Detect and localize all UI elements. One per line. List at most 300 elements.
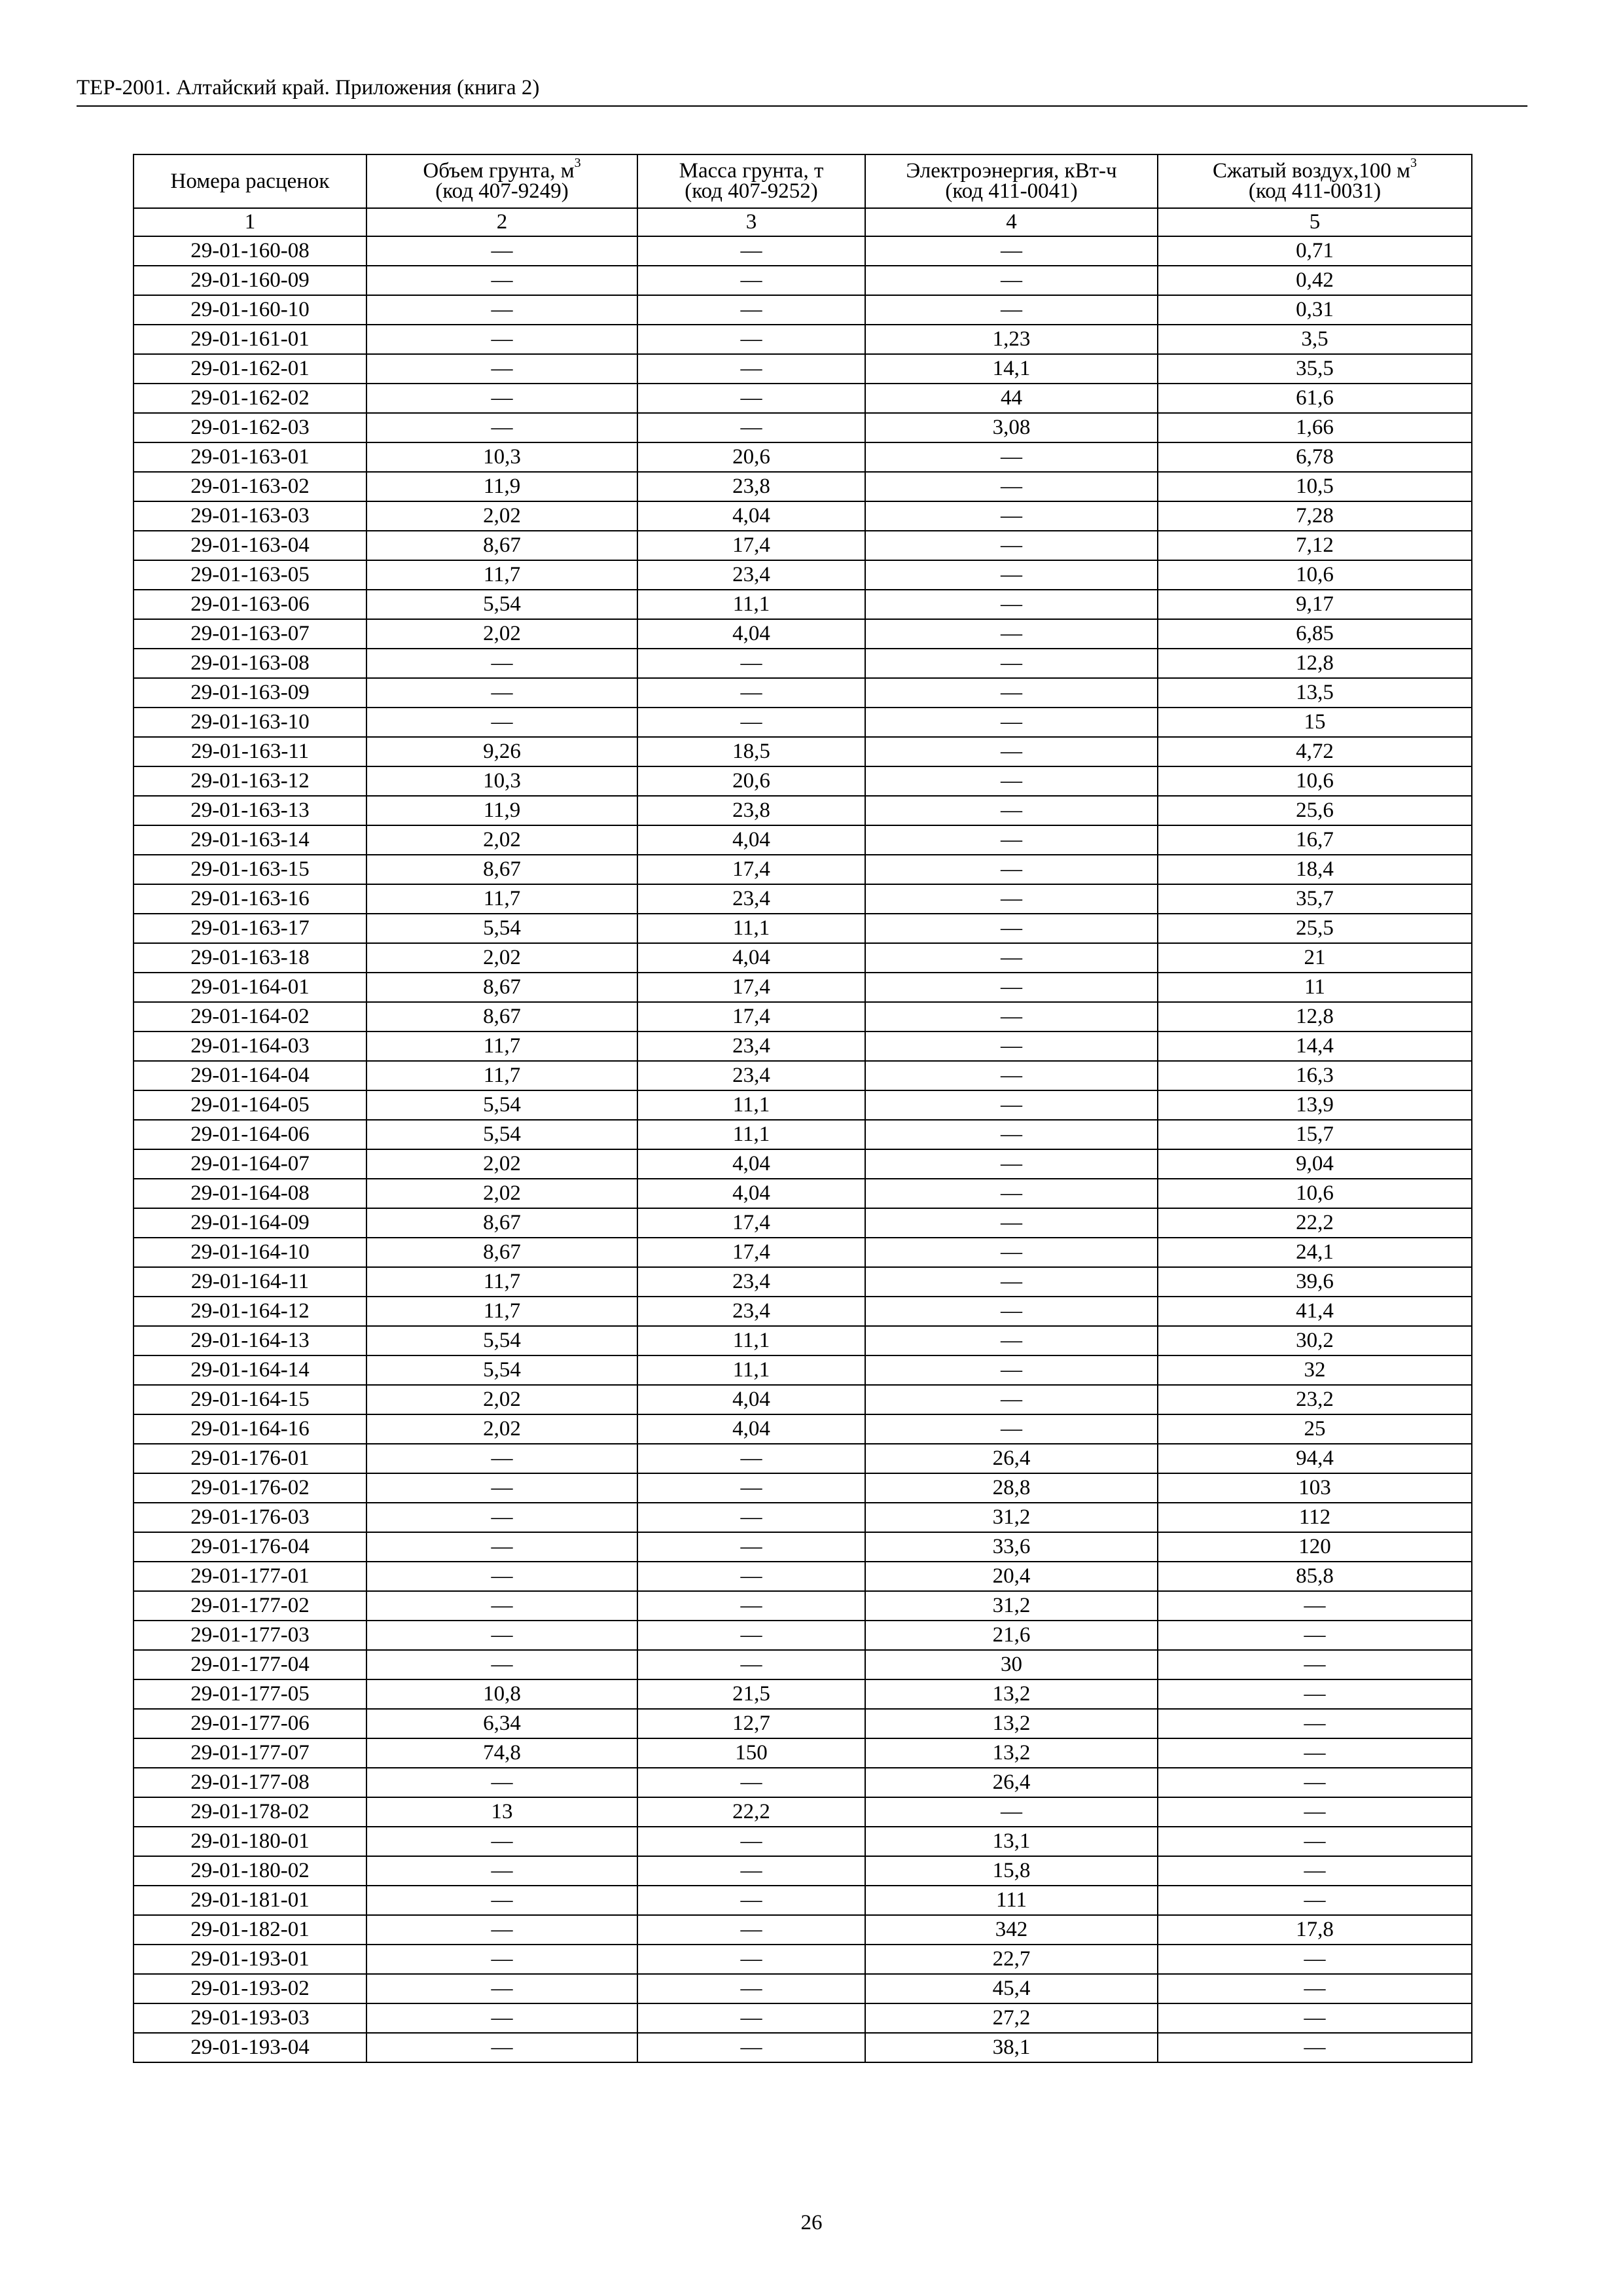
compressed-air-cell: 13,9 <box>1158 1090 1472 1120</box>
header-rule <box>77 105 1527 107</box>
soil-mass-cell: 17,4 <box>637 531 865 560</box>
electricity-cell: — <box>865 1355 1158 1385</box>
electricity-cell: — <box>865 1179 1158 1208</box>
soil-mass-cell: 4,04 <box>637 825 865 855</box>
table-row <box>134 766 1472 796</box>
soil-volume-cell: 10,3 <box>366 442 637 472</box>
soil-mass-cell: 23,4 <box>637 884 865 914</box>
compressed-air-cell: 0,31 <box>1158 295 1472 325</box>
electricity-cell: 27,2 <box>865 2003 1158 2033</box>
column-header-code: (код 407-9249) <box>435 179 569 203</box>
electricity-cell: 22,7 <box>865 1945 1158 1974</box>
table-row <box>134 1267 1472 1297</box>
rate-number-cell: 29-01-176-02 <box>134 1473 366 1503</box>
compressed-air-cell: 32 <box>1158 1355 1472 1385</box>
soil-mass-cell: 11,1 <box>637 914 865 943</box>
soil-volume-cell: — <box>366 678 637 708</box>
rate-number-cell: 29-01-163-10 <box>134 708 366 737</box>
rates-table <box>133 154 1472 2063</box>
soil-mass-cell: 11,1 <box>637 1090 865 1120</box>
soil-volume-cell: 74,8 <box>366 1738 637 1768</box>
soil-volume-cell: 11,9 <box>366 472 637 501</box>
soil-volume-cell: — <box>366 1650 637 1679</box>
compressed-air-cell: 4,72 <box>1158 737 1472 766</box>
rate-number-cell: 29-01-164-14 <box>134 1355 366 1385</box>
compressed-air-cell: 41,4 <box>1158 1297 1472 1326</box>
soil-volume-cell: — <box>366 2033 637 2062</box>
rate-number-cell: 29-01-163-02 <box>134 472 366 501</box>
table-row <box>134 1061 1472 1090</box>
electricity-cell: 45,4 <box>865 1974 1158 2003</box>
rate-number-cell: 29-01-164-03 <box>134 1031 366 1061</box>
compressed-air-cell: 94,4 <box>1158 1444 1472 1473</box>
compressed-air-cell: 0,71 <box>1158 236 1472 266</box>
soil-mass-cell: — <box>637 384 865 413</box>
electricity-cell: 1,23 <box>865 325 1158 354</box>
rate-number-cell: 29-01-180-01 <box>134 1827 366 1856</box>
rate-number-cell: 29-01-164-13 <box>134 1326 366 1355</box>
electricity-cell: 342 <box>865 1915 1158 1945</box>
table-row <box>134 2033 1472 2062</box>
soil-volume-cell: 5,54 <box>366 914 637 943</box>
compressed-air-cell: 35,5 <box>1158 354 1472 384</box>
rate-number-cell: 29-01-163-07 <box>134 619 366 649</box>
rate-number-cell: 29-01-181-01 <box>134 1886 366 1915</box>
rate-number-cell: 29-01-163-14 <box>134 825 366 855</box>
soil-volume-cell: — <box>366 1503 637 1532</box>
compressed-air-cell: 120 <box>1158 1532 1472 1562</box>
soil-mass-cell: 11,1 <box>637 1355 865 1385</box>
compressed-air-cell: 14,4 <box>1158 1031 1472 1061</box>
rate-number-cell: 29-01-163-06 <box>134 590 366 619</box>
table-row <box>134 413 1472 442</box>
electricity-cell: — <box>865 619 1158 649</box>
soil-volume-cell: 10,8 <box>366 1679 637 1709</box>
table-row <box>134 1179 1472 1208</box>
superscript: 3 <box>1410 156 1418 170</box>
table-row <box>134 590 1472 619</box>
soil-volume-cell: 11,7 <box>366 1297 637 1326</box>
electricity-cell: 14,1 <box>865 354 1158 384</box>
soil-mass-cell: — <box>637 1562 865 1591</box>
soil-volume-cell: — <box>366 1945 637 1974</box>
compressed-air-cell: 21 <box>1158 943 1472 973</box>
rate-number-cell: 29-01-163-13 <box>134 796 366 825</box>
soil-mass-cell: — <box>637 236 865 266</box>
table-row <box>134 501 1472 531</box>
table-row <box>134 1532 1472 1562</box>
soil-mass-cell: — <box>637 1886 865 1915</box>
table-row <box>134 295 1472 325</box>
rate-number-cell: 29-01-193-04 <box>134 2033 366 2062</box>
compressed-air-cell: 39,6 <box>1158 1267 1472 1297</box>
soil-mass-cell: — <box>637 1915 865 1945</box>
compressed-air-cell: 3,5 <box>1158 325 1472 354</box>
soil-mass-cell: — <box>637 1444 865 1473</box>
table-row <box>134 1208 1472 1238</box>
soil-volume-cell: — <box>366 295 637 325</box>
table-row <box>134 354 1472 384</box>
table-row <box>134 1562 1472 1591</box>
table-row <box>134 1974 1472 2003</box>
soil-mass-cell: 21,5 <box>637 1679 865 1709</box>
table-row <box>134 619 1472 649</box>
soil-volume-cell: 8,67 <box>366 855 637 884</box>
soil-volume-cell: 8,67 <box>366 1208 637 1238</box>
compressed-air-cell: — <box>1158 1974 1472 2003</box>
compressed-air-cell: 25,6 <box>1158 796 1472 825</box>
compressed-air-cell: 12,8 <box>1158 1002 1472 1031</box>
soil-volume-cell: 5,54 <box>366 1355 637 1385</box>
table-row <box>134 1149 1472 1179</box>
electricity-cell: 33,6 <box>865 1532 1158 1562</box>
table-row <box>134 1679 1472 1709</box>
soil-mass-cell: 17,4 <box>637 855 865 884</box>
soil-mass-cell: 11,1 <box>637 1120 865 1149</box>
soil-mass-cell: — <box>637 1827 865 1856</box>
compressed-air-cell: 6,85 <box>1158 619 1472 649</box>
soil-mass-cell: 23,8 <box>637 796 865 825</box>
compressed-air-cell: — <box>1158 2003 1472 2033</box>
soil-mass-cell: 4,04 <box>637 943 865 973</box>
rate-number-cell: 29-01-160-08 <box>134 236 366 266</box>
column-number: 4 <box>865 208 1158 236</box>
electricity-cell: — <box>865 1414 1158 1444</box>
rate-number-cell: 29-01-162-01 <box>134 354 366 384</box>
electricity-cell: — <box>865 678 1158 708</box>
electricity-cell: — <box>865 737 1158 766</box>
rate-number-cell: 29-01-164-09 <box>134 1208 366 1238</box>
column-header-code: (код 411-0031) <box>1248 179 1382 203</box>
electricity-cell: 30 <box>865 1650 1158 1679</box>
table-row <box>134 472 1472 501</box>
soil-volume-cell: 11,7 <box>366 560 637 590</box>
compressed-air-cell: 10,6 <box>1158 560 1472 590</box>
table-row <box>134 1738 1472 1768</box>
soil-mass-cell: — <box>637 2003 865 2033</box>
soil-volume-cell: 5,54 <box>366 1326 637 1355</box>
soil-volume-cell: 2,02 <box>366 943 637 973</box>
soil-volume-cell: 8,67 <box>366 973 637 1002</box>
compressed-air-cell: — <box>1158 1650 1472 1679</box>
rate-number-cell: 29-01-193-01 <box>134 1945 366 1974</box>
soil-mass-cell: — <box>637 678 865 708</box>
table-row <box>134 1444 1472 1473</box>
electricity-cell: 38,1 <box>865 2033 1158 2062</box>
table-row <box>134 973 1472 1002</box>
rate-number-cell: 29-01-176-01 <box>134 1444 366 1473</box>
electricity-cell: — <box>865 825 1158 855</box>
electricity-cell: — <box>865 295 1158 325</box>
soil-mass-cell: — <box>637 2033 865 2062</box>
soil-mass-cell: — <box>637 1503 865 1532</box>
rate-number-cell: 29-01-164-05 <box>134 1090 366 1120</box>
column-header-code: (код 407-9252) <box>685 179 818 203</box>
compressed-air-cell: 9,04 <box>1158 1149 1472 1179</box>
soil-volume-cell: — <box>366 1768 637 1797</box>
soil-volume-cell: 11,9 <box>366 796 637 825</box>
table-row <box>134 1385 1472 1414</box>
table-row <box>134 1915 1472 1945</box>
electricity-cell: — <box>865 590 1158 619</box>
electricity-cell: 15,8 <box>865 1856 1158 1886</box>
compressed-air-cell: 12,8 <box>1158 649 1472 678</box>
electricity-cell: — <box>865 236 1158 266</box>
electricity-cell: — <box>865 1149 1158 1179</box>
rate-number-cell: 29-01-178-02 <box>134 1797 366 1827</box>
soil-mass-cell: 20,6 <box>637 766 865 796</box>
soil-mass-cell: — <box>637 1532 865 1562</box>
compressed-air-cell: 22,2 <box>1158 1208 1472 1238</box>
table-row <box>134 236 1472 266</box>
soil-mass-cell: — <box>637 1945 865 1974</box>
electricity-cell: — <box>865 560 1158 590</box>
table-row <box>134 442 1472 472</box>
compressed-air-cell: 15,7 <box>1158 1120 1472 1149</box>
soil-volume-cell: 13 <box>366 1797 637 1827</box>
soil-volume-cell: — <box>366 1591 637 1621</box>
table-row <box>134 1945 1472 1974</box>
rate-number-cell: 29-01-161-01 <box>134 325 366 354</box>
column-number: 1 <box>134 208 366 236</box>
table-row <box>134 1591 1472 1621</box>
electricity-cell: — <box>865 943 1158 973</box>
table-row <box>134 708 1472 737</box>
soil-volume-cell: — <box>366 1915 637 1945</box>
column-header-code: (код 411-0041) <box>945 179 1078 203</box>
electricity-cell: 21,6 <box>865 1621 1158 1650</box>
electricity-cell: 31,2 <box>865 1591 1158 1621</box>
rates-table-container <box>133 154 1471 2063</box>
electricity-cell: — <box>865 1090 1158 1120</box>
compressed-air-cell: 7,12 <box>1158 531 1472 560</box>
rate-number-cell: 29-01-177-06 <box>134 1709 366 1738</box>
rate-number-cell: 29-01-177-07 <box>134 1738 366 1768</box>
electricity-cell: — <box>865 884 1158 914</box>
rate-number-cell: 29-01-164-10 <box>134 1238 366 1267</box>
rate-number-cell: 29-01-164-08 <box>134 1179 366 1208</box>
compressed-air-cell: — <box>1158 1768 1472 1797</box>
column-header-text: Сжатый воздух,100 м <box>1212 159 1411 183</box>
soil-mass-cell: — <box>637 1768 865 1797</box>
soil-volume-cell: 8,67 <box>366 1238 637 1267</box>
soil-volume-cell: — <box>366 708 637 737</box>
rate-number-cell: 29-01-182-01 <box>134 1915 366 1945</box>
compressed-air-cell: 1,66 <box>1158 413 1472 442</box>
electricity-cell: — <box>865 266 1158 295</box>
compressed-air-cell: — <box>1158 2033 1472 2062</box>
electricity-cell: 28,8 <box>865 1473 1158 1503</box>
rate-number-cell: 29-01-163-17 <box>134 914 366 943</box>
electricity-cell: — <box>865 973 1158 1002</box>
soil-volume-cell: — <box>366 1532 637 1562</box>
soil-volume-cell: 5,54 <box>366 1090 637 1120</box>
rate-number-cell: 29-01-163-01 <box>134 442 366 472</box>
table-row <box>134 649 1472 678</box>
soil-mass-cell: 4,04 <box>637 1149 865 1179</box>
soil-volume-cell: — <box>366 1444 637 1473</box>
electricity-cell: — <box>865 1002 1158 1031</box>
table-row <box>134 1002 1472 1031</box>
table-row <box>134 1709 1472 1738</box>
electricity-cell: — <box>865 766 1158 796</box>
soil-volume-cell: 8,67 <box>366 531 637 560</box>
rate-number-cell: 29-01-177-08 <box>134 1768 366 1797</box>
soil-volume-cell: 11,7 <box>366 1031 637 1061</box>
rate-number-cell: 29-01-162-02 <box>134 384 366 413</box>
table-row <box>134 1297 1472 1326</box>
table-row <box>134 384 1472 413</box>
soil-volume-cell: — <box>366 1856 637 1886</box>
table-row <box>134 1797 1472 1827</box>
electricity-cell: — <box>865 1208 1158 1238</box>
soil-mass-cell: 20,6 <box>637 442 865 472</box>
soil-mass-cell: 23,4 <box>637 1031 865 1061</box>
soil-volume-cell: — <box>366 384 637 413</box>
compressed-air-cell: 7,28 <box>1158 501 1472 531</box>
rate-number-cell: 29-01-180-02 <box>134 1856 366 1886</box>
column-header-row <box>134 154 1472 208</box>
soil-volume-cell: 5,54 <box>366 1120 637 1149</box>
soil-mass-cell: 17,4 <box>637 973 865 1002</box>
compressed-air-cell: 16,7 <box>1158 825 1472 855</box>
table-row <box>134 1886 1472 1915</box>
electricity-cell: — <box>865 1326 1158 1355</box>
soil-mass-cell: 4,04 <box>637 619 865 649</box>
compressed-air-cell: 0,42 <box>1158 266 1472 295</box>
soil-mass-cell: 23,4 <box>637 1297 865 1326</box>
column-header-text: Масса грунта, т <box>679 159 824 183</box>
soil-mass-cell: 18,5 <box>637 737 865 766</box>
table-row <box>134 1827 1472 1856</box>
soil-volume-cell: 2,02 <box>366 1179 637 1208</box>
table-row <box>134 678 1472 708</box>
compressed-air-cell: 85,8 <box>1158 1562 1472 1591</box>
soil-mass-cell: — <box>637 1473 865 1503</box>
column-number: 3 <box>637 208 865 236</box>
compressed-air-cell: — <box>1158 1827 1472 1856</box>
rate-number-cell: 29-01-163-05 <box>134 560 366 590</box>
compressed-air-cell: 11 <box>1158 973 1472 1002</box>
rate-number-cell: 29-01-177-02 <box>134 1591 366 1621</box>
soil-mass-cell: 12,7 <box>637 1709 865 1738</box>
rate-number-cell: 29-01-163-09 <box>134 678 366 708</box>
column-header-rate-number <box>134 154 366 208</box>
rate-number-cell: 29-01-176-04 <box>134 1532 366 1562</box>
soil-mass-cell: — <box>637 1856 865 1886</box>
soil-volume-cell: — <box>366 325 637 354</box>
electricity-cell: 44 <box>865 384 1158 413</box>
rate-number-cell: 29-01-164-02 <box>134 1002 366 1031</box>
rate-number-cell: 29-01-160-09 <box>134 266 366 295</box>
rate-number-cell: 29-01-163-16 <box>134 884 366 914</box>
table-row <box>134 1503 1472 1532</box>
soil-mass-cell: 23,4 <box>637 1061 865 1090</box>
electricity-cell: 13,2 <box>865 1679 1158 1709</box>
table-row <box>134 737 1472 766</box>
compressed-air-cell: 9,17 <box>1158 590 1472 619</box>
rate-number-cell: 29-01-177-05 <box>134 1679 366 1709</box>
soil-volume-cell: — <box>366 354 637 384</box>
electricity-cell: — <box>865 1031 1158 1061</box>
compressed-air-cell: 112 <box>1158 1503 1472 1532</box>
soil-mass-cell: 23,8 <box>637 472 865 501</box>
table-row <box>134 1768 1472 1797</box>
soil-volume-cell: — <box>366 413 637 442</box>
compressed-air-cell: 10,6 <box>1158 1179 1472 1208</box>
rate-number-cell: 29-01-177-04 <box>134 1650 366 1679</box>
compressed-air-cell: 15 <box>1158 708 1472 737</box>
soil-mass-cell: — <box>637 325 865 354</box>
compressed-air-cell: — <box>1158 1679 1472 1709</box>
electricity-cell: — <box>865 1797 1158 1827</box>
table-row <box>134 1238 1472 1267</box>
electricity-cell: 26,4 <box>865 1444 1158 1473</box>
soil-volume-cell: — <box>366 266 637 295</box>
electricity-cell: 26,4 <box>865 1768 1158 1797</box>
soil-volume-cell: — <box>366 1562 637 1591</box>
table-row <box>134 825 1472 855</box>
compressed-air-cell: — <box>1158 1591 1472 1621</box>
soil-volume-cell: 10,3 <box>366 766 637 796</box>
electricity-cell: 13,2 <box>865 1709 1158 1738</box>
table-row <box>134 943 1472 973</box>
column-header-electricity <box>865 154 1158 208</box>
column-header-soil-mass <box>637 154 865 208</box>
soil-volume-cell: 11,7 <box>366 1061 637 1090</box>
compressed-air-cell: 35,7 <box>1158 884 1472 914</box>
electricity-cell: — <box>865 1061 1158 1090</box>
compressed-air-cell: 13,5 <box>1158 678 1472 708</box>
rate-number-cell: 29-01-162-03 <box>134 413 366 442</box>
table-row <box>134 1473 1472 1503</box>
soil-mass-cell: — <box>637 1974 865 2003</box>
table-row <box>134 1414 1472 1444</box>
compressed-air-cell: — <box>1158 1856 1472 1886</box>
electricity-cell: — <box>865 1238 1158 1267</box>
compressed-air-cell: — <box>1158 1797 1472 1827</box>
table-row <box>134 1621 1472 1650</box>
rate-number-cell: 29-01-193-02 <box>134 1974 366 2003</box>
soil-volume-cell: — <box>366 1827 637 1856</box>
soil-mass-cell: 23,4 <box>637 1267 865 1297</box>
column-header-text: Электроэнергия, кВт-ч <box>906 159 1117 183</box>
soil-mass-cell: — <box>637 413 865 442</box>
soil-volume-cell: — <box>366 236 637 266</box>
rate-number-cell: 29-01-164-07 <box>134 1149 366 1179</box>
soil-volume-cell: 2,02 <box>366 1149 637 1179</box>
electricity-cell: — <box>865 708 1158 737</box>
table-row <box>134 1031 1472 1061</box>
compressed-air-cell: 10,6 <box>1158 766 1472 796</box>
soil-mass-cell: 4,04 <box>637 501 865 531</box>
rate-number-cell: 29-01-193-03 <box>134 2003 366 2033</box>
electricity-cell: — <box>865 649 1158 678</box>
table-row <box>134 1650 1472 1679</box>
soil-mass-cell: 4,04 <box>637 1414 865 1444</box>
soil-volume-cell: 2,02 <box>366 501 637 531</box>
table-row <box>134 325 1472 354</box>
soil-volume-cell: — <box>366 2003 637 2033</box>
compressed-air-cell: 17,8 <box>1158 1915 1472 1945</box>
electricity-cell: — <box>865 501 1158 531</box>
compressed-air-cell: — <box>1158 1621 1472 1650</box>
soil-mass-cell: — <box>637 1621 865 1650</box>
compressed-air-cell: 6,78 <box>1158 442 1472 472</box>
column-number: 2 <box>366 208 637 236</box>
soil-volume-cell: 11,7 <box>366 884 637 914</box>
column-header-text: Номера расценок <box>170 169 330 193</box>
